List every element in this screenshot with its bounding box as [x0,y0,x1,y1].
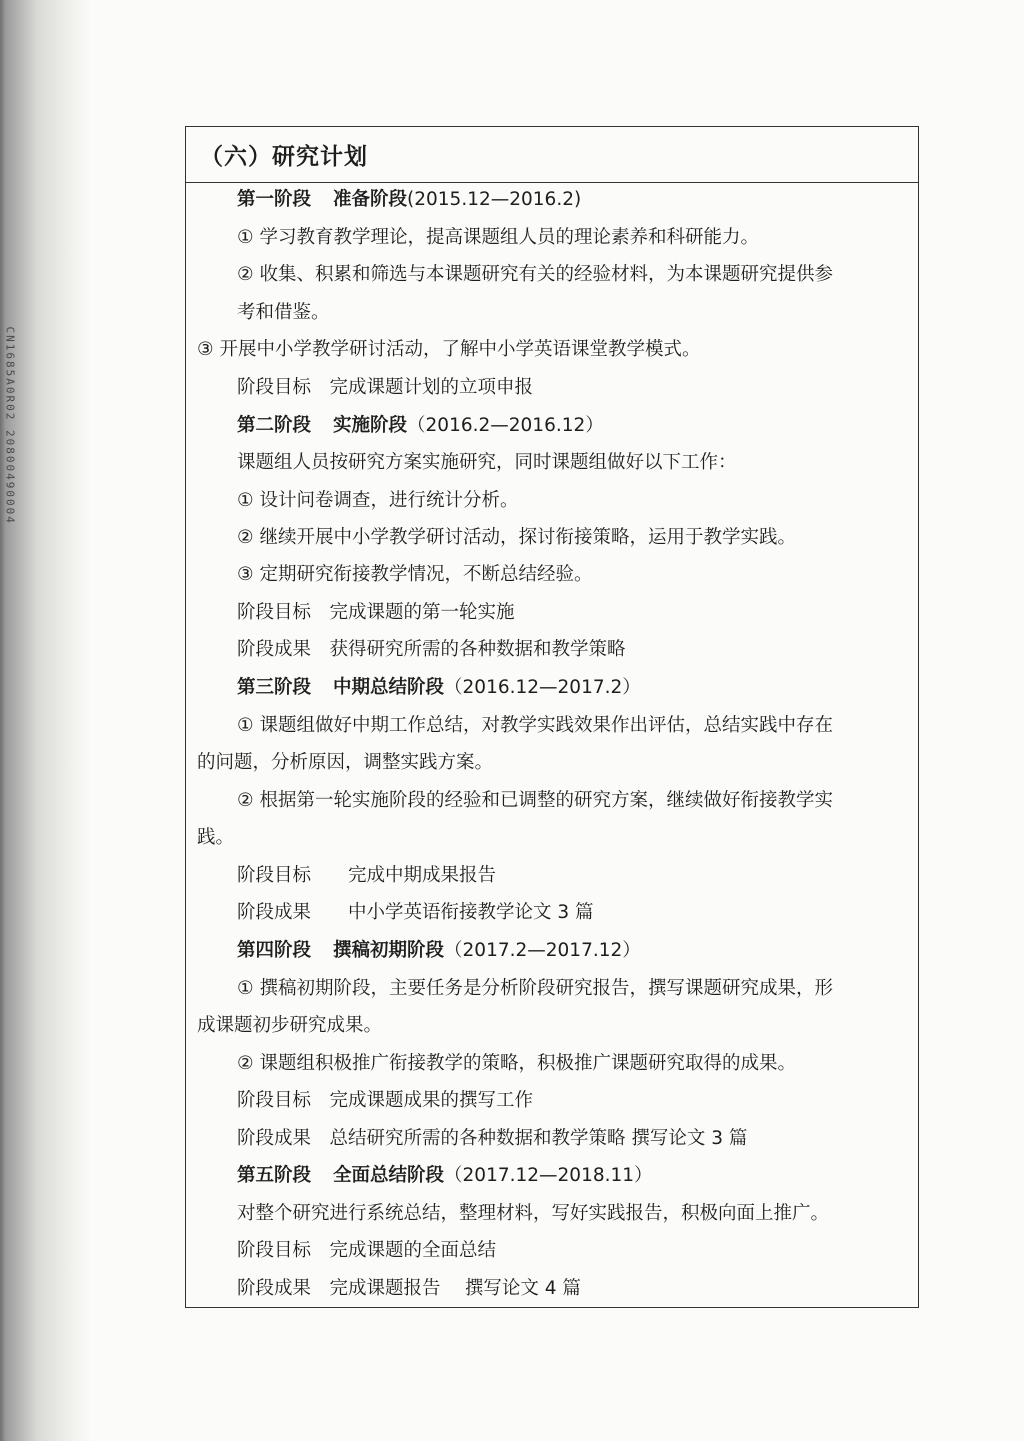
stage-period: (2015.12—2016.2) [407,189,582,210]
stage-item: ③ 开展中小学教学研讨活动，了解中小学英语课堂教学模式。 [197,339,701,360]
stage-name: 撰稿初期阶段 [333,940,445,961]
stage-item: ① 设计问卷调查，进行统计分析。 [237,490,519,511]
stage-item: ① 学习教育教学理论，提高课题组人员的理论素养和科研能力。 [237,227,759,248]
stage-item: 考和借鉴。 [237,302,330,323]
stage-item: ② 继续开展中小学教学研讨活动，探讨衔接策略，运用于教学实践。 [237,527,796,548]
stage-heading [186,1163,910,1189]
stage-period: （2017.12—2018.11） [444,1165,653,1186]
side-stamp: CN1685A0R02 20800490004 [3,326,17,525]
stage-title: 第二阶段 [237,415,312,436]
stage-item: 阶段成果 获得研究所需的各种数据和教学策略 [237,639,626,660]
research-plan-box [185,126,919,1308]
stage-item: ② 收集、积累和筛选与本课题研究有关的经验材料，为本课题研究提供参 [237,264,833,285]
stage-name: 准备阶段 [333,189,408,210]
stage-item: 阶段目标 完成课题成果的撰写工作 [237,1090,534,1111]
stage-item: 践。 [197,827,235,848]
stage-heading [186,675,910,701]
stage-item: 阶段成果 总结研究所需的各种数据和教学策略 撰写论文 3 篇 [237,1128,748,1149]
stage-item: 阶段目标 完成课题的第一轮实施 [237,602,515,623]
stage-item: 成课题初步研究成果。 [197,1015,383,1036]
stage-name: 中期总结阶段 [333,677,445,698]
stage-heading [186,187,910,213]
stage-title: 第五阶段 [237,1165,312,1186]
stage-heading [186,938,910,964]
stage-item: 课题组人员按研究方案实施研究，同时课题组做好以下工作： [237,452,737,473]
stage-item: 阶段目标 完成课题计划的立项申报 [237,377,534,398]
section-title: （六）研究计划 [186,127,918,183]
stage-item: ② 根据第一轮实施阶段的经验和已调整的研究方案，继续做好衔接教学实 [237,790,833,811]
stage-name: 实施阶段 [333,415,408,436]
stage-item: ① 课题组做好中期工作总结，对教学实践效果作出评估，总结实践中存在 [237,715,833,736]
stage-item: 阶段目标 完成课题的全面总结 [237,1240,497,1261]
stage-item: ② 课题组积极推广衔接教学的策略，积极推广课题研究取得的成果。 [237,1053,796,1074]
stage-item: 对整个研究进行系统总结，整理材料，写好实践报告，积极向面上推广。 [237,1203,830,1224]
stage-period: （2016.12—2017.2） [444,677,641,698]
stage-item: 的问题，分析原因，调整实践方案。 [197,752,494,773]
stage-title: 第一阶段 [237,189,312,210]
stage-period: （2017.2—2017.12） [444,940,641,961]
stage-item: ① 撰稿初期阶段，主要任务是分析阶段研究报告，撰写课题研究成果，形 [237,978,833,999]
stage-title: 第三阶段 [237,677,312,698]
stage-name: 全面总结阶段 [333,1165,445,1186]
stage-period: （2016.2—2016.12） [407,415,604,436]
stage-item: ③ 定期研究衔接教学情况，不断总结经验。 [237,564,593,585]
stage-heading [186,413,910,439]
stage-item: 阶段成果 完成课题报告 撰写论文 4 篇 [237,1278,581,1299]
stage-item: 阶段目标 完成中期成果报告 [237,865,497,886]
stage-title: 第四阶段 [237,940,312,961]
stage-item: 阶段成果 中小学英语衔接教学论文 3 篇 [237,902,594,923]
